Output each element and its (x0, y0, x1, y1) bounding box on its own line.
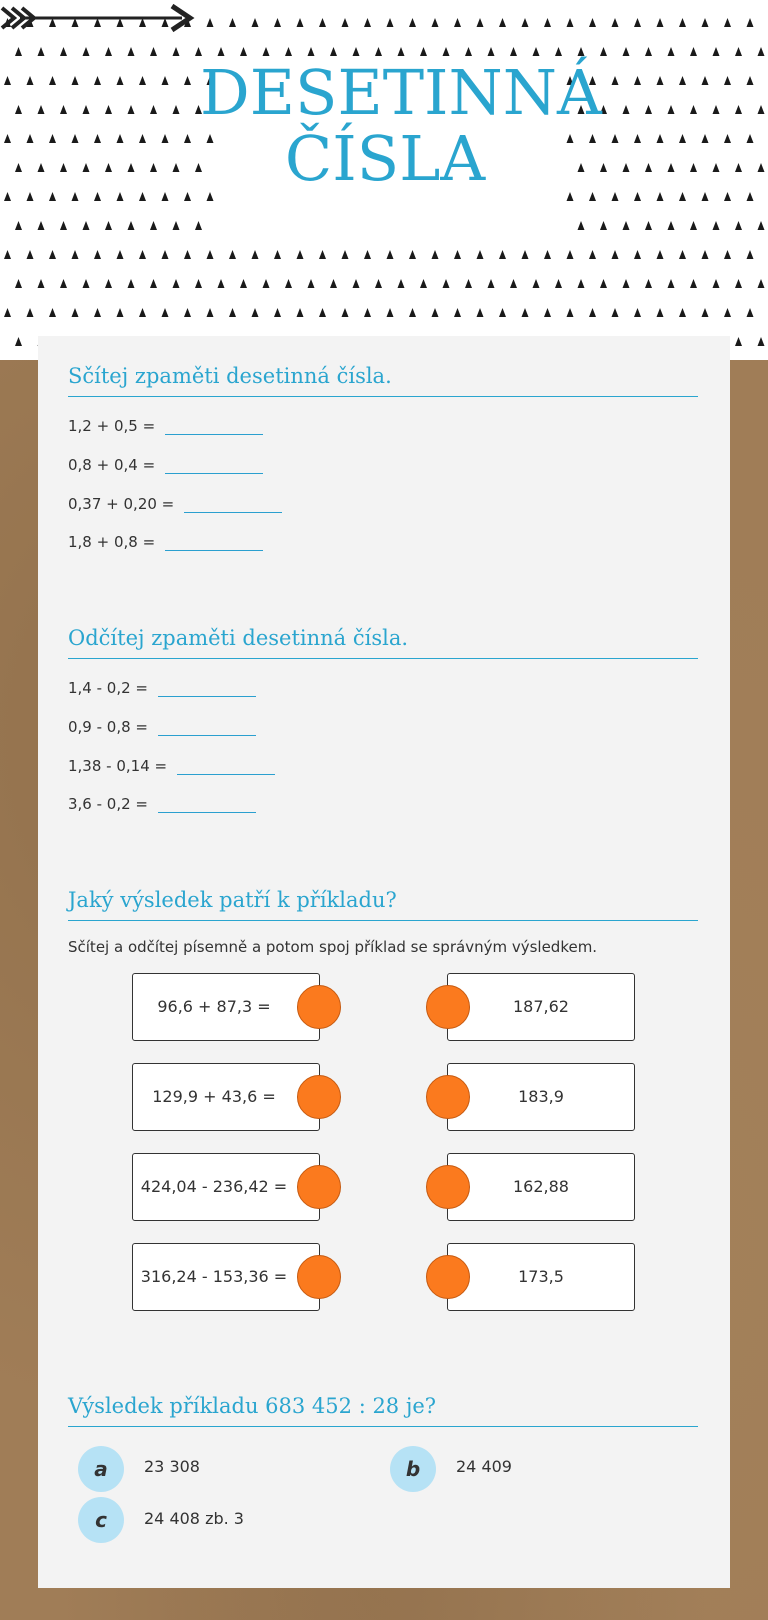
match-right-text: 187,62 (513, 997, 569, 1016)
answer-blank[interactable] (165, 532, 263, 551)
match-right-text: 183,9 (518, 1087, 564, 1106)
answer-blank[interactable] (158, 678, 256, 697)
equation-text: 0,8 + 0,4 = (68, 456, 156, 474)
section-title-division: Výsledek příkladu 683 452 : 28 je? (68, 1394, 698, 1427)
answer-blank[interactable] (165, 455, 263, 474)
connector-dot-left[interactable] (297, 985, 341, 1029)
addition-row (68, 455, 263, 474)
subtraction-row (68, 717, 256, 736)
match-right-box (447, 1243, 635, 1311)
connector-dot-right[interactable] (426, 1165, 470, 1209)
subtraction-row (68, 794, 256, 813)
match-left-box (132, 973, 320, 1041)
equation-text: 1,38 - 0,14 = (68, 757, 168, 775)
option-a-text[interactable]: 23 308 (144, 1457, 200, 1476)
answer-blank[interactable] (177, 756, 275, 775)
match-right-text: 162,88 (513, 1177, 569, 1196)
match-right-box (447, 1063, 635, 1131)
connector-dot-right[interactable] (426, 1255, 470, 1299)
match-left-text: 129,9 + 43,6 = (152, 1087, 276, 1106)
equation-text: 0,9 - 0,8 = (68, 718, 148, 736)
match-left-text: 96,6 + 87,3 = (157, 997, 271, 1016)
connector-dot-left[interactable] (297, 1075, 341, 1119)
section-title-addition: Sčítej zpaměti desetinná čísla. (68, 364, 698, 397)
arrow-icon (0, 0, 200, 36)
match-left-box (132, 1153, 320, 1221)
equation-text: 1,2 + 0,5 = (68, 417, 156, 435)
header-banner (0, 0, 768, 360)
equation-text: 1,4 - 0,2 = (68, 679, 148, 697)
addition-row (68, 494, 282, 513)
equation-text: 1,8 + 0,8 = (68, 533, 156, 551)
match-right-box (447, 973, 635, 1041)
matching-instruction: Sčítej a odčítej písemně a potom spoj příklad se správným výsledkem. (68, 938, 598, 956)
connector-dot-left[interactable] (297, 1255, 341, 1299)
option-c-bubble[interactable]: c (78, 1497, 124, 1543)
option-a-bubble[interactable]: a (78, 1446, 124, 1492)
answer-blank[interactable] (158, 717, 256, 736)
addition-row (68, 416, 263, 435)
equation-text: 3,6 - 0,2 = (68, 795, 148, 813)
section-title-matching: Jaký výsledek patří k příkladu? (68, 888, 698, 921)
section-title-subtraction: Odčítej zpaměti desetinná čísla. (68, 626, 698, 659)
connector-dot-right[interactable] (426, 1075, 470, 1119)
option-b-bubble[interactable]: b (390, 1446, 436, 1492)
equation-text: 0,37 + 0,20 = (68, 495, 175, 513)
match-right-box (447, 1153, 635, 1221)
connector-dot-right[interactable] (426, 985, 470, 1029)
match-left-box (132, 1063, 320, 1131)
connector-dot-left[interactable] (297, 1165, 341, 1209)
subtraction-row (68, 678, 256, 697)
match-right-text: 173,5 (518, 1267, 564, 1286)
page-title-line-2: ČÍSLA (284, 122, 486, 195)
option-b-text[interactable]: 24 409 (456, 1457, 512, 1476)
subtraction-row (68, 756, 275, 775)
addition-row (68, 532, 263, 551)
match-left-text: 424,04 - 236,42 = (140, 1177, 288, 1196)
title-block (200, 56, 602, 250)
answer-blank[interactable] (184, 494, 282, 513)
answer-blank[interactable] (158, 794, 256, 813)
match-left-text: 316,24 - 153,36 = (140, 1267, 288, 1286)
answer-blank[interactable] (165, 416, 263, 435)
option-c-text[interactable]: 24 408 zb. 3 (144, 1509, 244, 1528)
worksheet-card (38, 336, 730, 1588)
match-left-box (132, 1243, 320, 1311)
page-title-line-1: DESETINNÁ (200, 56, 602, 129)
